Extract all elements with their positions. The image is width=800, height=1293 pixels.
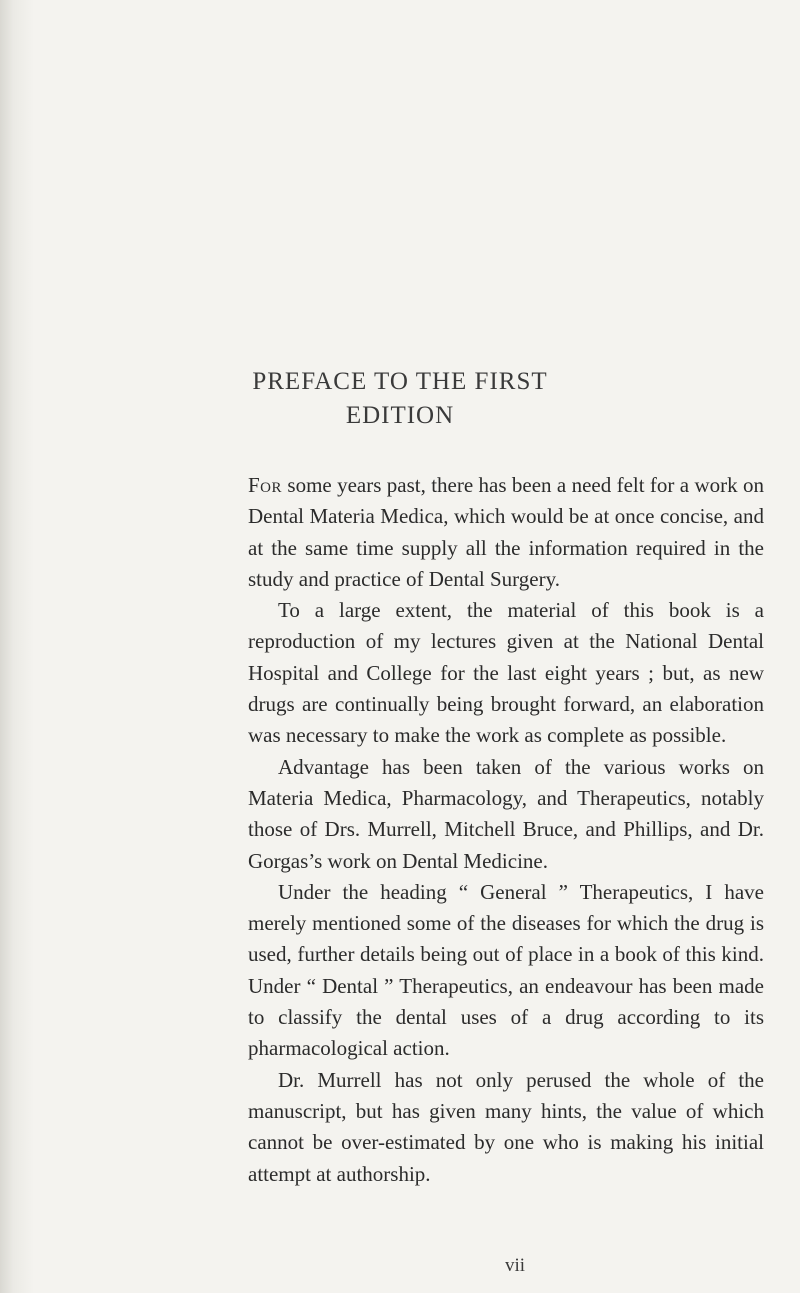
paragraph-5: Dr. Murrell has not only perused the whole of the manuscript, but has given many hints, the value of which cannot be over-estimated by one who is making his initial attempt at authorship. [248, 1067, 764, 1186]
preface-body [248, 470, 764, 1190]
page-number: vii [504, 1255, 526, 1276]
paragraph-1 [248, 470, 764, 595]
paragraph-1-lead: For [248, 473, 283, 497]
page-title-line-1: PREFACE TO THE FIRST [252, 368, 548, 395]
page-title-line-2: EDITION [345, 402, 455, 429]
paragraph-3: Advantage has been taken of the various works on Materia Medica, Pharmacology, and Therapeutics, notably those of Drs. Murrell, Mitchell Bruce, and Phillips, and Dr. Gorgas’s work on Dental Medicine. [248, 754, 764, 873]
paragraph-4: Under the heading “ General ” Therapeutics, I have merely mentioned some of the diseases for which the drug is used, further details being out of place in a book of this kind. Under “ Dental ” Therapeutics, an endeavour has been made to classify the dental uses of a drug according to its pharmacological action. [248, 879, 764, 1061]
paragraph-2: To a large extent, the material of this book is a reproduction of my lectures given at the National Dental Hospital and College for the last eight years ; but, as new drugs are continually being brought forward, an elaboration was necessary to make the work as complete as possible. [248, 598, 764, 748]
paragraph-1-text: some years past, there has been a need felt for a work on Dental Materia Medica, which would be at once concise, and at the same time supply all the information required in the study and practice of Dental Surgery. [248, 473, 764, 591]
